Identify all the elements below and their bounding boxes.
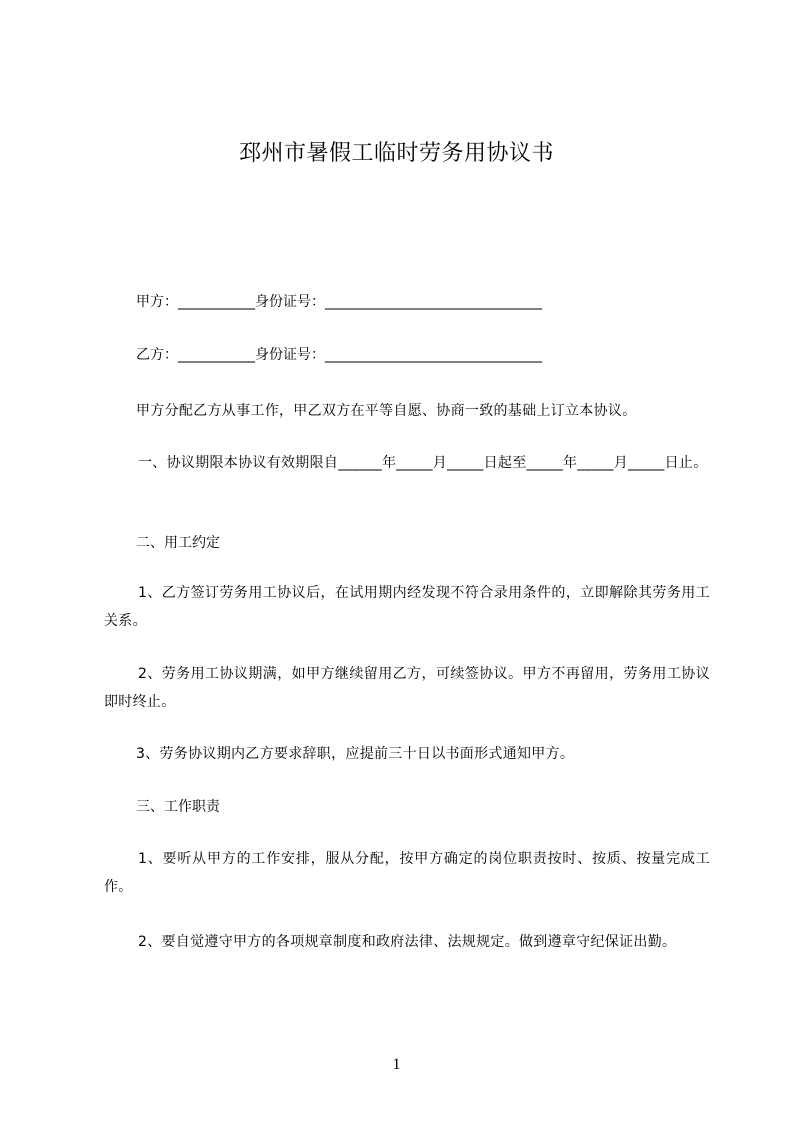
section2-item3: 3、劳务协议期内乙方要求辞职，应提前三十日以书面形式通知甲方。 [136,746,575,762]
section3-heading: 三、工作职责 [136,799,220,815]
section2-item1: 1、乙方签订劳务用工协议后，在试用期内经发现不符合录用条件的，立即解除其劳务用工关系。 [104,585,710,629]
party-a-line: 甲方：___________身份证号：_______________________________ [136,294,542,310]
page-number: 1 [392,1056,401,1073]
party-b-line: 乙方：___________身份证号：_______________________________ [136,347,542,363]
section3-item1: 1、要听从甲方的工作安排，服从分配，按甲方确定的岗位职责按时、按质、按量完成工作。 [104,851,710,895]
intro-paragraph: 甲方分配乙方从事工作，甲乙双方在平等自愿、协商一致的基础上订立本协议。 [136,403,637,419]
section1-paragraph: 一、协议期限本协议有效期限自______年_____月_____日起至_____年_____月_____日止。 [138,455,708,471]
document-title: 邳州市暑假工临时劳务用协议书 [238,141,554,166]
section2-item2: 2、劳务用工协议期满，如甲方继续留用乙方，可续签协议。甲方不再留用，劳务用工协议即时终止。 [104,666,710,710]
section2-heading: 二、用工约定 [136,535,220,551]
section3-item2: 2、要自觉遵守甲方的各项规章制度和政府法律、法规规定。做到遵章守纪保证出勤。 [138,934,677,950]
